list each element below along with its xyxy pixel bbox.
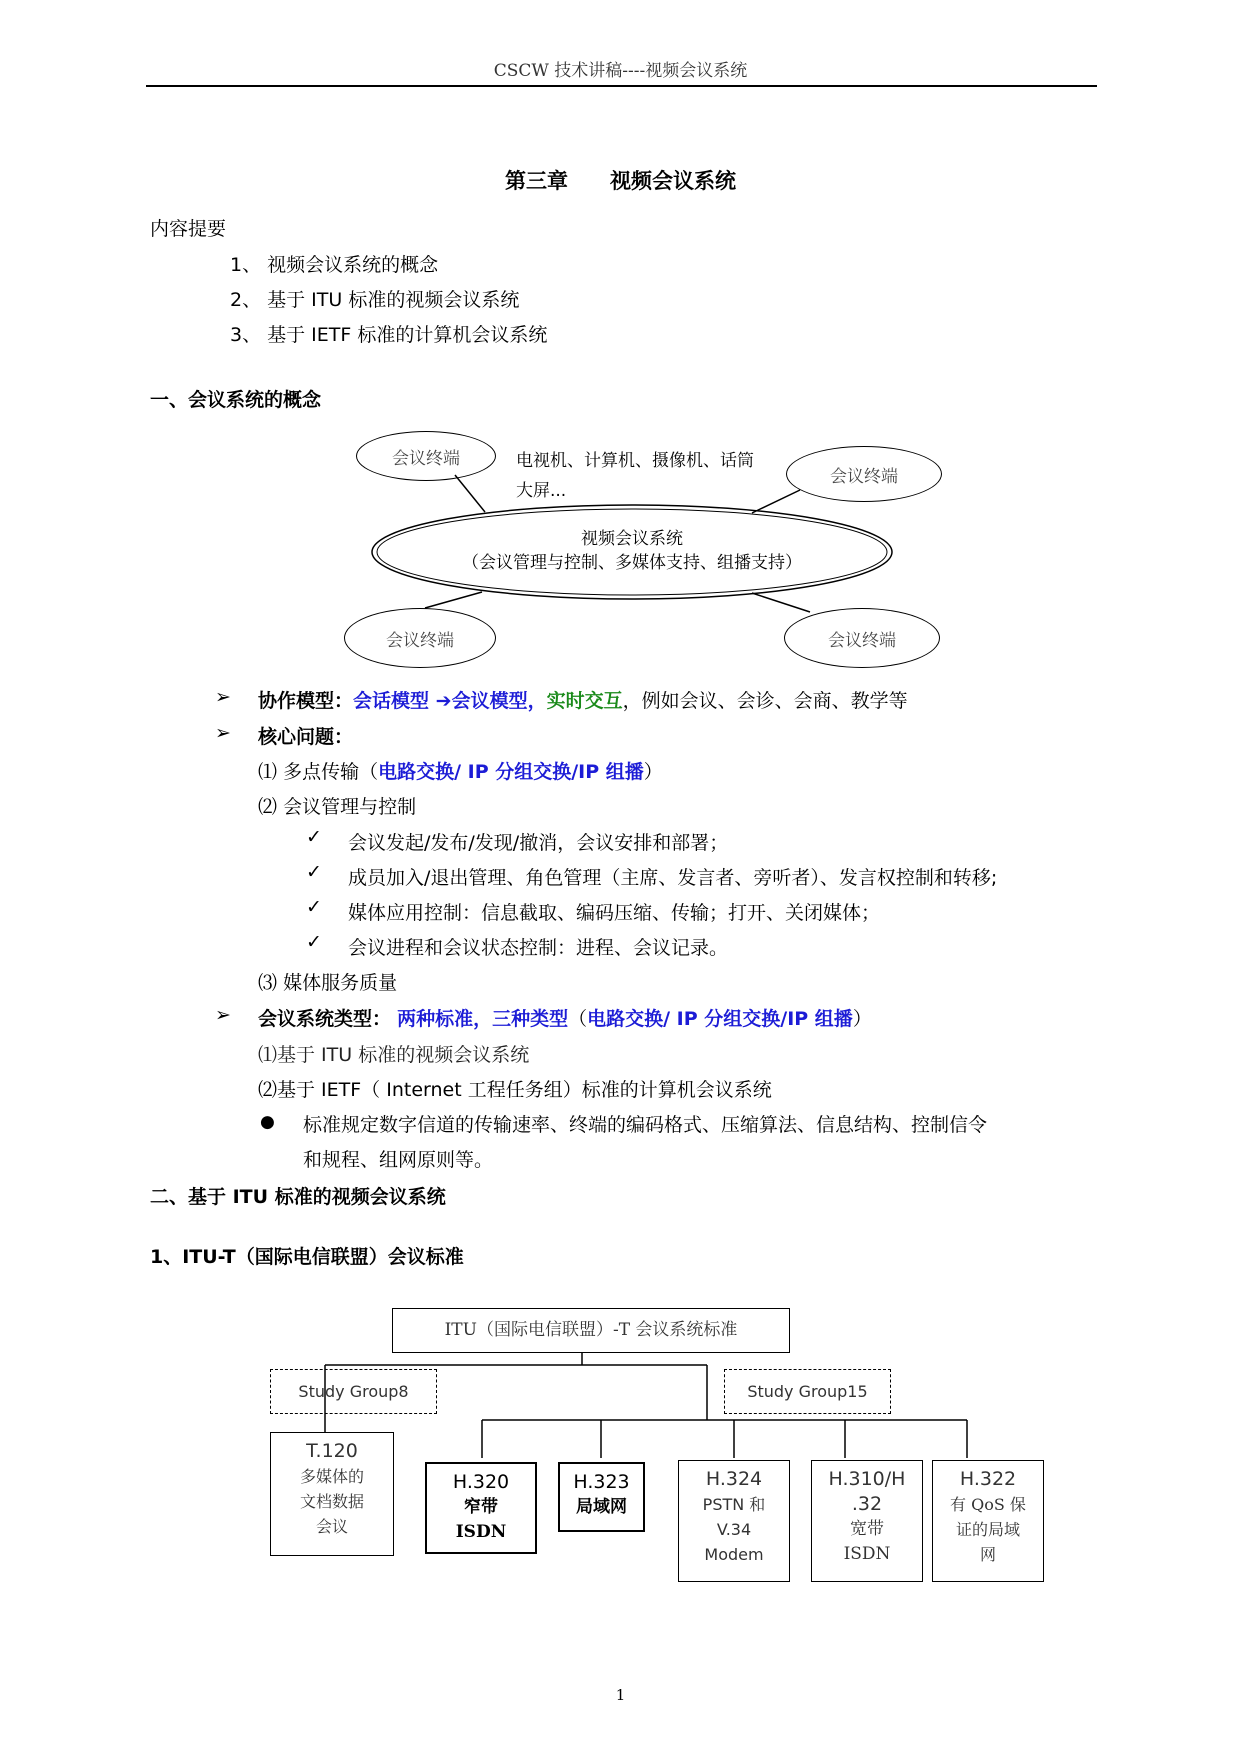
check-icon: ✓: [306, 861, 322, 883]
outline-item: 1、 视频会议系统的概念: [230, 254, 439, 276]
arrow-bullet-icon: ➢: [215, 722, 231, 744]
check-icon: ✓: [306, 931, 322, 953]
collab-model-line: 协作模型：会话模型 ➔会议模型，实时交互，例如会议、会诊、会商、教学等: [258, 690, 908, 712]
check-icon: ✓: [306, 896, 322, 918]
h323-box: H.323 局域网: [558, 1462, 645, 1532]
check-item: 媒体应用控制：信息截取、编码压缩、传输；打开、关闭媒体；: [348, 902, 881, 924]
itu-root-box: ITU（国际电信联盟）-T 会议系统标准: [392, 1308, 790, 1353]
issue-item: ⑴ 多点传输（电路交换/ IP 分组交换/IP 组播）: [258, 761, 663, 783]
h324-box: H.324 PSTN 和 V.34 Modem: [678, 1460, 790, 1582]
check-item: 会议发起/发布/发现/撤消，会议安排和部署；: [348, 832, 729, 854]
page-header: CSCW 技术讲稿----视频会议系统: [493, 61, 748, 81]
type-item: ⑵基于 IETF（ Internet 工程任务组）标准的计算机会议系统: [258, 1079, 772, 1101]
check-icon: ✓: [306, 826, 322, 848]
study-group8: Study Group8: [270, 1369, 437, 1414]
h310-box: H.310/H .32 宽带 ISDN: [811, 1460, 923, 1582]
t120-box: T.120 多媒体的 文档数据 会议: [270, 1432, 394, 1556]
outline-heading: 内容提要: [150, 218, 227, 240]
system-features: （会议管理与控制、多媒体支持、组播支持）: [462, 553, 802, 573]
h320-box: H.320 窄带 ISDN: [425, 1462, 537, 1554]
system-name: 视频会议系统: [581, 529, 683, 549]
type-item: ⑴基于 ITU 标准的视频会议系统: [258, 1044, 530, 1066]
section-heading: 一、会议系统的概念: [150, 389, 322, 411]
page-number: 1: [615, 1686, 626, 1704]
study-group15: Study Group15: [724, 1369, 891, 1414]
arrow-bullet-icon: ➢: [215, 686, 231, 708]
issue-item: ⑶ 媒体服务质量: [258, 972, 398, 994]
conference-terminal: 会议终端: [784, 608, 940, 668]
conference-terminal: 会议终端: [786, 446, 942, 502]
standards-note: 和规程、组网原则等。: [303, 1149, 494, 1171]
section-heading: 二、基于 ITU 标准的视频会议系统: [150, 1186, 446, 1208]
outline-item: 3、 基于 IETF 标准的计算机会议系统: [230, 324, 548, 346]
outline-item: 2、 基于 ITU 标准的视频会议系统: [230, 289, 520, 311]
dot-bullet-icon: ●: [260, 1112, 275, 1132]
conference-terminal: 会议终端: [344, 608, 496, 668]
chapter-title: 第三章 视频会议系统: [505, 169, 736, 193]
conference-terminal: 会议终端: [356, 431, 496, 481]
arrow-bullet-icon: ➢: [215, 1004, 231, 1026]
check-item: 会议进程和会议状态控制：进程、会议记录。: [348, 937, 729, 959]
subsection-heading: 1、ITU-T（国际电信联盟）会议标准: [150, 1246, 464, 1268]
standards-note: 标准规定数字信道的传输速率、终端的编码格式、压缩算法、信息结构、控制信令: [303, 1114, 988, 1136]
core-issues-label: 核心问题：: [258, 726, 354, 748]
devices-label: 大屏...: [516, 481, 567, 501]
check-item: 成员加入/退出管理、角色管理（主席、发言者、旁听者）、发言权控制和转移;: [348, 867, 998, 889]
issue-item: ⑵ 会议管理与控制: [258, 796, 417, 818]
system-types-line: 会议系统类型： 两种标准，三种类型（电路交换/ IP 分组交换/IP 组播）: [258, 1008, 872, 1030]
diagram-connectors: [0, 0, 1241, 700]
devices-label: 电视机、计算机、摄像机、话筒: [516, 451, 754, 471]
h322-box: H.322 有 QoS 保 证的局域 网: [932, 1460, 1044, 1582]
